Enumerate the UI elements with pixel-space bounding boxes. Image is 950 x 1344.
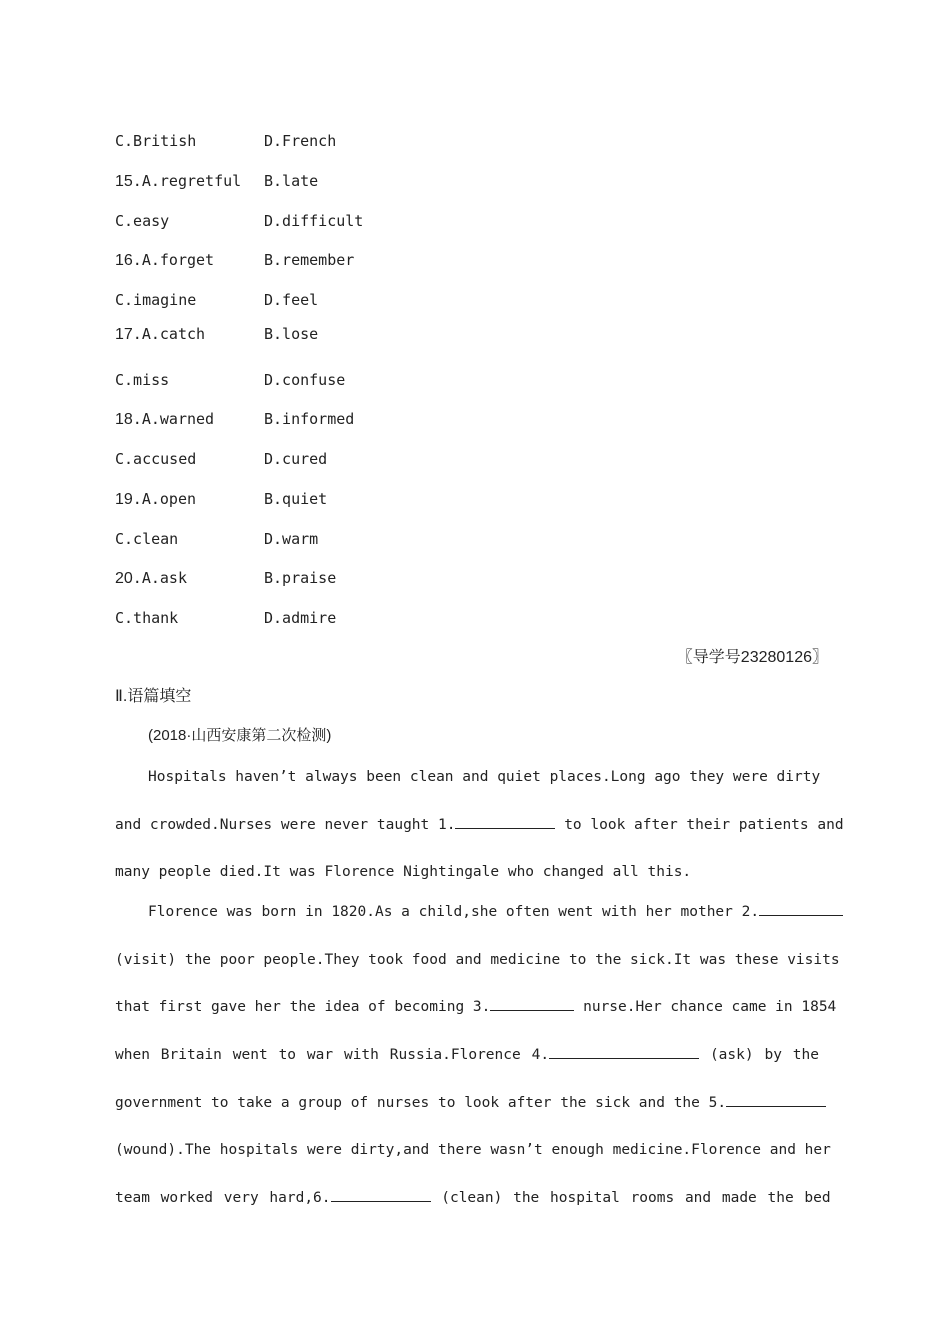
passage-line: and crowded.Nurses were never taught 1. to look after their patients and xyxy=(115,813,819,837)
passage-line: team worked very hard,6. (clean) the hospital rooms and made the bed xyxy=(115,1186,790,1210)
passage-line: Hospitals haven’t always been clean and quiet places.Long ago they were dirty xyxy=(148,769,821,785)
option-b: B.informed xyxy=(264,410,355,428)
answer-blank[interactable] xyxy=(490,996,574,1011)
option-b: D.French xyxy=(264,132,337,150)
answer-blank[interactable] xyxy=(331,1187,431,1202)
passage-line: (visit) the poor people.They took food and medicine to the sick.It was these visits xyxy=(115,952,840,968)
option-a: C.accused xyxy=(115,450,197,468)
section-title: Ⅱ.语篇填空 xyxy=(115,688,192,705)
option-a: C.miss xyxy=(115,371,170,389)
passage-line: (wound).The hospitals were dirty,and there wasn’t enough medicine.Florence and her xyxy=(115,1142,831,1158)
option-a: 16.A.forget xyxy=(115,251,215,269)
question-number: 18 xyxy=(115,411,133,428)
option-a: C.clean xyxy=(115,530,179,548)
question-number: 19 xyxy=(115,491,133,508)
option-a: C.easy xyxy=(115,212,170,230)
option-a: C.imagine xyxy=(115,291,197,309)
option-b: D.feel xyxy=(264,291,319,309)
option-a: 19.A.open xyxy=(115,490,197,508)
reference-number: 〖导学号23280126〗 xyxy=(676,649,828,666)
answer-blank[interactable] xyxy=(759,901,843,916)
option-b: B.late xyxy=(264,172,319,190)
passage-line: Florence was born in 1820.As a child,she often went with her mother 2. xyxy=(148,900,819,924)
option-a: 15.A.regretful xyxy=(115,172,242,190)
option-b: D.cured xyxy=(264,450,328,468)
option-b: D.admire xyxy=(264,609,337,627)
passage-line: many people died.It was Florence Nightingale who changed all this. xyxy=(115,864,692,880)
option-a: C.thank xyxy=(115,609,179,627)
answer-blank[interactable] xyxy=(726,1092,826,1107)
option-b: B.quiet xyxy=(264,490,328,508)
passage-line: that first gave her the idea of becoming 3. nurse.Her chance came in 1854 xyxy=(115,995,819,1019)
option-a: 20.A.ask xyxy=(115,569,187,587)
answer-blank[interactable] xyxy=(455,814,555,829)
option-b: D.confuse xyxy=(264,371,346,389)
option-b: D.warm xyxy=(264,530,319,548)
option-b: B.lose xyxy=(264,325,319,343)
option-a: 17.A.catch xyxy=(115,325,206,343)
answer-blank[interactable] xyxy=(549,1044,699,1059)
passage-source: (2018·山西安康第二次检测) xyxy=(148,727,332,744)
option-b: B.praise xyxy=(264,569,337,587)
option-a: C.British xyxy=(115,132,197,150)
question-number: 15 xyxy=(115,173,133,190)
option-a: 18.A.warned xyxy=(115,410,215,428)
passage-line: government to take a group of nurses to look after the sick and the 5. xyxy=(115,1091,819,1115)
question-number: 16 xyxy=(115,252,133,269)
question-number: 17 xyxy=(115,326,133,343)
question-number: 20 xyxy=(115,570,133,587)
option-b: B.remember xyxy=(264,251,355,269)
passage-line: when Britain went to war with Russia.Florence 4. (ask) by the xyxy=(115,1043,819,1067)
option-b: D.difficult xyxy=(264,212,364,230)
